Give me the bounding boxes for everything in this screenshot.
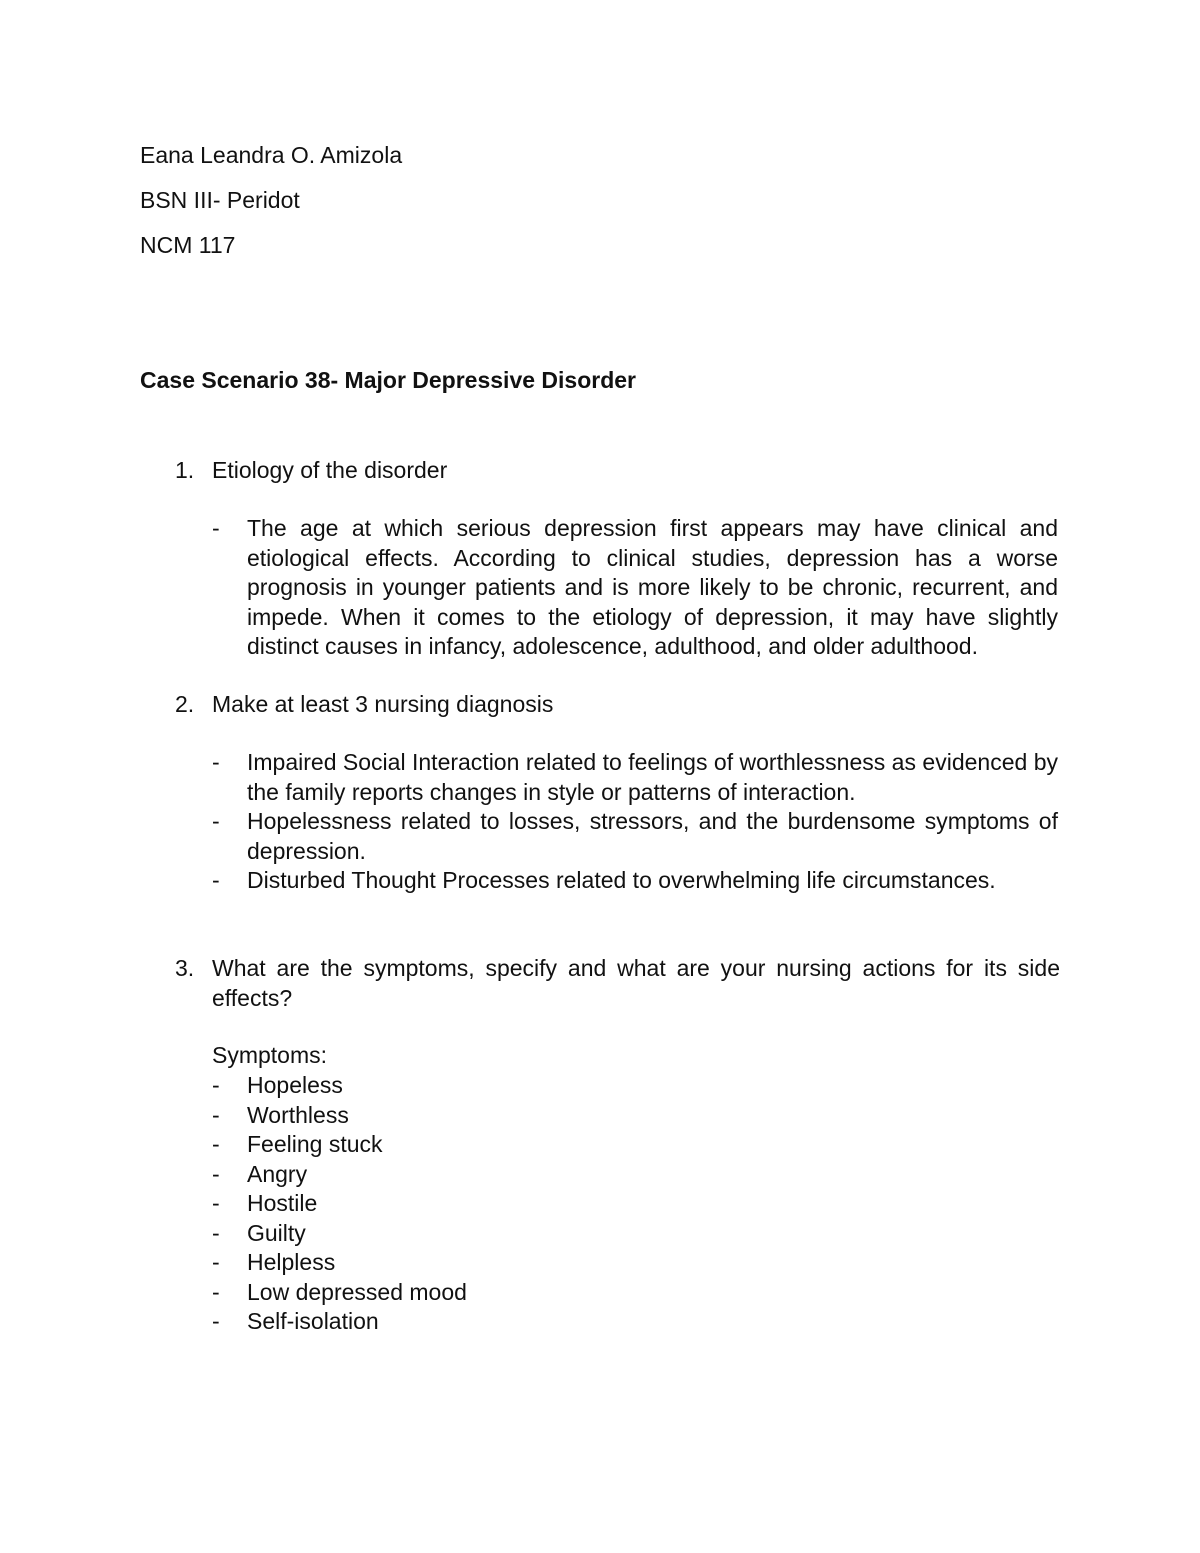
list-item [212,1101,1058,1131]
diagnosis-2: Hopelessness related to losses, stressors, and the burdensome symptoms of depression. [247,808,1058,864]
question-1-number: 1. [175,457,195,483]
dash-bullet: - [212,515,220,541]
dash-bullet: - [212,1101,220,1128]
question-2-text: Make at least 3 nursing diagnosis [212,691,554,717]
dash-bullet: - [212,1278,220,1305]
list-item [212,866,1058,896]
list-item [212,748,1058,807]
symptom-item: Worthless [247,1101,349,1128]
question-3-text: What are the symptoms, specify and what are your nursing actions for its side effects? [212,955,1060,1011]
course-code: NCM 117 [140,232,236,258]
list-item [212,1189,1058,1219]
list-item [212,1248,1058,1278]
dash-bullet: - [212,1219,220,1246]
dash-bullet: - [212,749,220,775]
symptom-item: Hostile [247,1190,318,1216]
diagnosis-3: Disturbed Thought Processes related to overwhelming life circumstances. [247,867,996,893]
answer-list-1 [212,514,1058,662]
list-item [212,1219,1058,1249]
list-item [212,1307,1058,1337]
case-title: Case Scenario 38- Major Depressive Disorder [140,367,637,393]
etiology-answer: The age at which serious depression first appears may have clinical and etiological effects. According to clinical studies, depression has a worse prognosis in younger patients and is more likely to be chronic, recurrent, and impede. When it comes to the etiology of depression, it may have slightly distinct causes in infancy, adolescence, adulthood, and older adulthood. [247,515,1058,659]
dash-bullet: - [212,1072,220,1098]
dash-bullet: - [212,1190,220,1216]
symptom-item: Hopeless [247,1072,343,1098]
list-item [212,1071,1058,1101]
symptom-item: Low depressed mood [247,1278,467,1305]
question-2 [140,690,1060,720]
student-name: Eana Leandra O. Amizola [140,142,403,168]
symptom-item: Helpless [247,1249,336,1275]
answer-list-2 [212,748,1058,896]
list-item [212,1130,1058,1160]
list-item [212,1160,1058,1190]
dash-bullet: - [212,867,220,893]
dash-bullet: - [212,1160,220,1187]
symptom-item: Guilty [247,1219,306,1246]
question-1 [140,456,1060,486]
student-section: BSN III- Peridot [140,187,300,213]
dash-bullet: - [212,1131,220,1157]
list-item [212,1278,1058,1308]
diagnosis-1: Impaired Social Interaction related to feelings of worthlessness as evidenced by the family reports changes in style or patterns of interaction. [247,749,1058,805]
symptoms-label: Symptoms: [212,1042,328,1068]
symptom-item: Self-isolation [247,1308,379,1334]
dash-bullet: - [212,1308,220,1334]
question-1-text: Etiology of the disorder [212,457,448,483]
question-2-number: 2. [175,691,195,717]
symptom-item: Feeling stuck [247,1131,383,1157]
question-3 [140,954,1060,1013]
symptoms-list [212,1071,1058,1337]
dash-bullet: - [212,808,220,834]
dash-bullet: - [212,1249,220,1275]
question-3-number: 3. [175,955,195,981]
list-item [212,514,1058,662]
symptom-item: Angry [247,1160,308,1187]
list-item [212,807,1058,866]
